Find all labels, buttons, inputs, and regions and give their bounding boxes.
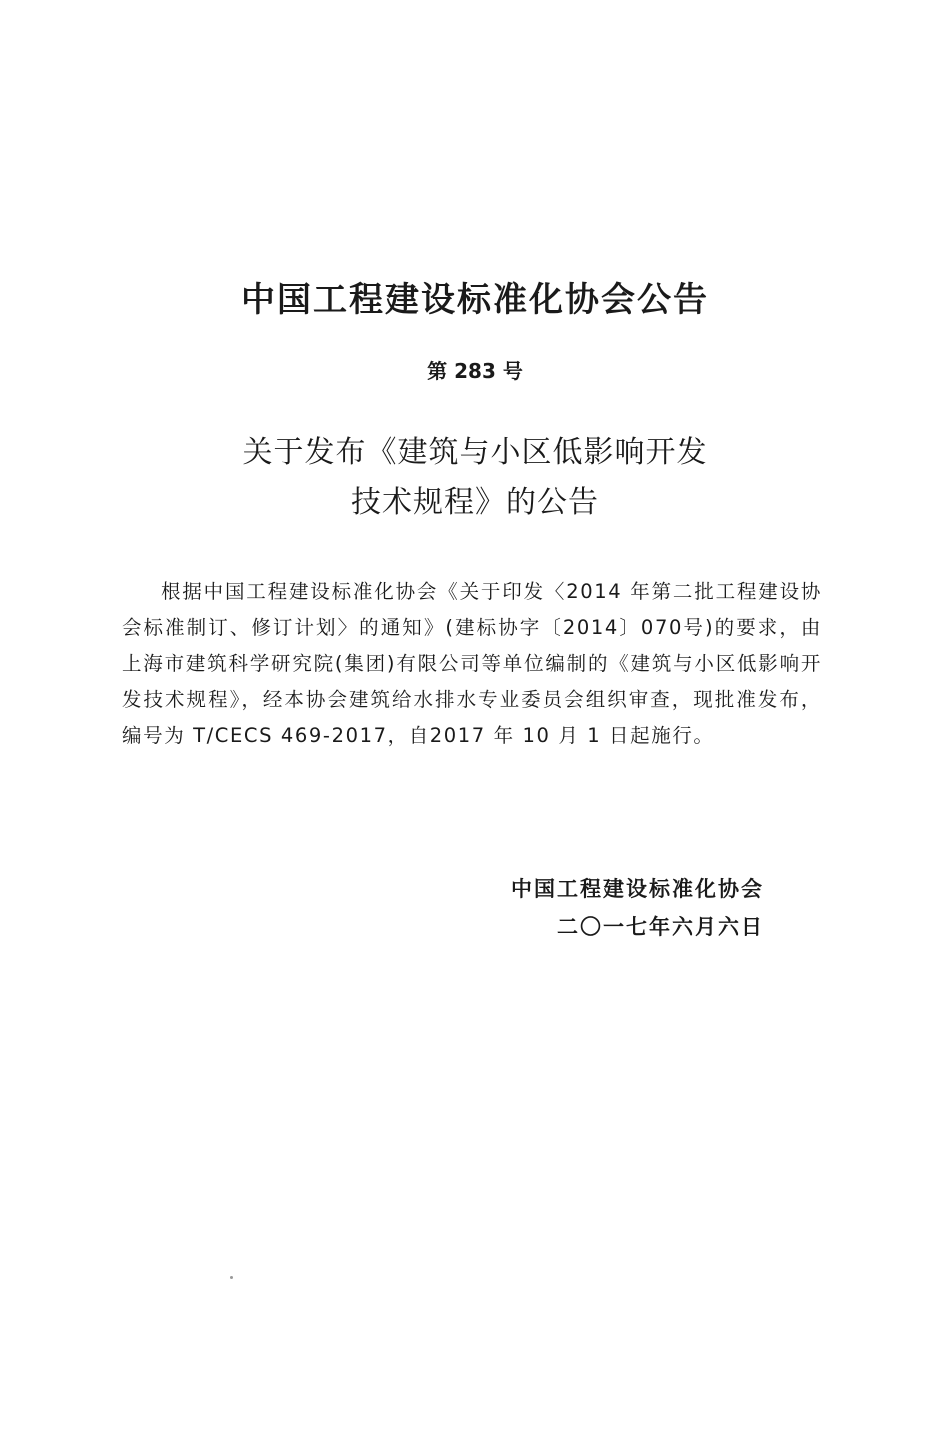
announcement-subject xyxy=(0,428,950,528)
subject-line-1: 关于发布《建筑与小区低影响开发 xyxy=(242,435,708,470)
scan-speck xyxy=(230,1276,233,1279)
signature-org: 中国工程建设标准化协会 xyxy=(511,877,764,901)
org-title: 中国工程建设标准化协会公告 xyxy=(241,280,709,320)
announcement-number: 第 283 号 xyxy=(427,359,523,383)
signature-block xyxy=(511,870,764,946)
signature-date: 二〇一七年六月六日 xyxy=(557,915,764,939)
subject-line-2: 技术规程》的公告 xyxy=(351,485,599,520)
announcement-body: 根据中国工程建设标准化协会《关于印发〈2014 年第二批工程建设协会标准制订、修订计划〉的通知》(建标协字〔2014〕070号)的要求，由上海市建筑科学研究院(集团)有限公司等单位编制的《建筑与小区低影响开发技术规程》，经本协会建筑给水排水专业委员会组织审查，现批准发布，编号为 T/CECS 469-2017，自2017 年 10 月 1 日起施行。 xyxy=(122,580,822,747)
